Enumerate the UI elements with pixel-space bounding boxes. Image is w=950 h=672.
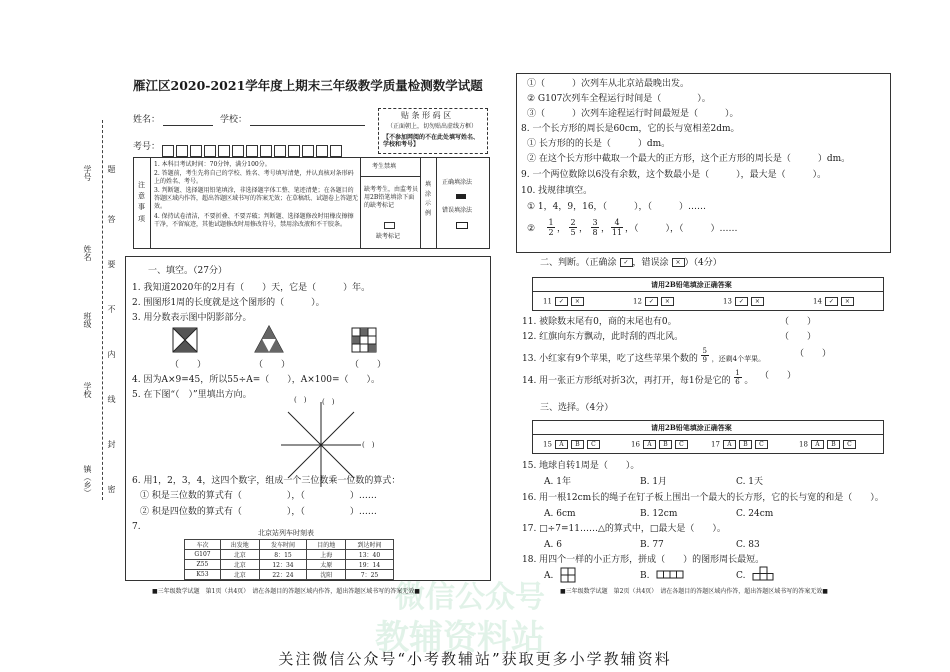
- wrong-fill-label: 错误填涂法: [442, 207, 473, 214]
- cut-word: 线: [107, 395, 116, 403]
- absent-mark-label: 缺考标记: [376, 233, 401, 240]
- table-cell: 沈阳: [307, 570, 346, 580]
- cut-word: 内: [107, 350, 116, 358]
- q7-text: 7.: [132, 522, 141, 532]
- q8-text: 8. 一个长方形的周长是60cm，它的长与宽相差2dm。: [521, 124, 740, 134]
- choice-answer-18[interactable]: 18 A B C: [799, 440, 856, 449]
- q18-option-b: B.: [640, 571, 650, 581]
- judge-banner: 请用2B铅笔填涂正确答案: [651, 280, 732, 289]
- notice-item: 2. 答题前，考生先将自己的学校、姓名、考号填写清楚，并认真核对条形码上的姓名、考号。: [154, 170, 354, 186]
- judge-answer-card: [532, 277, 884, 311]
- q2-text: 2. 围图形1周的长度就是这个图形的（ ）。: [132, 298, 325, 308]
- page-title: 雁江区2020-2021学年度上期末三年级教学质量检测数学试题: [133, 78, 483, 93]
- choice-answer-15[interactable]: 15 A B C: [543, 440, 600, 449]
- table-cell: G107: [185, 550, 221, 560]
- q18-shape-c: [752, 566, 774, 581]
- q12-blank[interactable]: （ ）: [780, 332, 817, 342]
- table-cell: 19：14: [346, 560, 394, 570]
- q6b-text: ② 积是四位数的算式有（ ），（ ）……: [140, 507, 377, 517]
- q15-option-a: A. 1年: [544, 477, 571, 487]
- cut-word: 封: [107, 440, 116, 448]
- r1-text: ①（ ）次列车从北京站最晚出发。: [527, 79, 690, 89]
- fraction: 1 2: [548, 218, 554, 237]
- table-row: [185, 560, 394, 570]
- table-cell: 22：24: [259, 570, 307, 580]
- table-header-cell: 车次: [185, 540, 221, 550]
- q14-blank[interactable]: （ ）: [760, 371, 797, 381]
- choice-answer-16[interactable]: 16 A B C: [631, 440, 688, 449]
- table-cell: 7：25: [346, 570, 394, 580]
- cut-word: 答: [107, 215, 116, 223]
- q3-blank[interactable]: （ ）: [254, 360, 291, 370]
- table-cell: 北京: [220, 560, 259, 570]
- q5-text: 5. 在下图“（ ）”里填出方向。: [132, 390, 252, 400]
- q10b-end: ，（ ），（ ）……: [625, 224, 738, 234]
- q14-text: 14. 用一张正方形纸对折3次，再打开，每1份是它的 $\frac{1}{6}$ 。: [522, 369, 754, 386]
- q3-blank[interactable]: （ ）: [170, 360, 207, 370]
- table-cell: 北京: [220, 570, 259, 580]
- q17-option-c: C. 83: [736, 540, 760, 550]
- fill-example-label: 填涂示例: [425, 181, 432, 217]
- table-cell: 8：15: [259, 550, 307, 560]
- q18-option-c: C.: [736, 571, 746, 581]
- q6a-text: ① 积是三位数的算式有（ ），（ ）……: [140, 491, 377, 501]
- table-cell: 北京: [220, 550, 259, 560]
- binding-label-town: 镇（乡）: [83, 465, 92, 497]
- q18-option-a: A.: [544, 571, 554, 581]
- fraction-grid-figure: [351, 327, 377, 353]
- table-row: [185, 570, 394, 580]
- cut-word: 密: [107, 485, 116, 493]
- q16-option-a: A. 6cm: [544, 509, 576, 519]
- section1-box: [125, 256, 491, 581]
- direction-blank[interactable]: ( ): [322, 398, 335, 406]
- left-page-footer: ■三年级数学试题 第1页（共4页） 请在各题目的答题区域内作答，超出答题区域书写的答案无效■: [152, 588, 420, 595]
- q13-text: 13. 小红家有9个苹果，吃了这些苹果个数的 $\frac{5}{9}$ ，还剩4个苹果。: [522, 347, 766, 364]
- direction-blank[interactable]: ( ): [294, 396, 307, 404]
- r2-text: ② G107次列车全程运行时间是（ ）。: [527, 94, 711, 104]
- section2-title: 二、判断。（正确涂 ✓ ，错误涂 × ）（4分）: [540, 258, 722, 268]
- barcode-area: [378, 108, 488, 154]
- promo-footer: 关注微信公众号“小考教辅站”获取更多小学教辅资料: [278, 650, 672, 668]
- fraction: 4 11: [611, 218, 623, 237]
- q18-shape-a: [560, 567, 576, 583]
- q15-option-c: C. 1天: [736, 477, 764, 487]
- right-page-footer: ■三年级数学试题 第2页（共4页） 请在各题目的答题区域内作答，超出答题区域书写的答案无效■: [560, 588, 828, 595]
- barcode-sub: （正面朝上，切勿贴出虚线方框）: [387, 123, 478, 130]
- q18-shape-b: [656, 570, 684, 579]
- q16-option-c: C. 24cm: [736, 509, 774, 519]
- table-header-cell: 到达时间: [346, 540, 394, 550]
- q15-option-b: B. 1月: [640, 477, 668, 487]
- judge-answer-12[interactable]: 12 ✓ ×: [633, 297, 674, 306]
- table-cell: 13：40: [346, 550, 394, 560]
- table-header-cell: 发车时间: [259, 540, 307, 550]
- school-label: 学校：: [220, 115, 248, 125]
- cut-word: 题: [107, 165, 116, 173]
- choice-answer-card: [532, 420, 884, 454]
- notice-item: 3. 判断题、选择题用铅笔填涂，非选择题字体工整、笔迹清楚；在各题目的答题区域内作答，超出答题区域书写的答案无效；在草稿纸、试题卷上答题无效。: [154, 187, 359, 211]
- choice-banner: 请用2B铅笔填涂正确答案: [651, 423, 732, 432]
- table-header-cell: 出发地: [220, 540, 259, 550]
- table-header-row: [185, 540, 394, 550]
- watermark-line2: 教辅资料站: [375, 618, 545, 658]
- q10b-label: ②: [527, 224, 536, 234]
- table-cell: K53: [185, 570, 221, 580]
- q4-text: 4. 因为A×9=45，所以55÷A=（ ），A×100=（ ）。: [132, 375, 381, 385]
- q1-text: 1. 我知道2020年的2月有（ ）天，它是（ ）年。: [132, 283, 371, 293]
- fraction-triangle-figure: [254, 325, 284, 353]
- binding-label-school: 学校: [83, 382, 92, 398]
- q11-blank[interactable]: （ ）: [780, 317, 817, 327]
- watermark-line1: 微信公众号: [395, 580, 545, 615]
- correct-fill-label: 正确填涂法: [442, 179, 473, 186]
- fill-title: 考生禁填: [372, 163, 397, 170]
- judge-answer-13[interactable]: 13 ✓ ×: [723, 297, 764, 306]
- q8b-text: ② 在这个长方形中截取一个最大的正方形，这个正方形的周长是（ ）dm。: [527, 154, 851, 164]
- q11-text: 11. 被除数末尾有0，商的末尾也有0。: [522, 317, 677, 327]
- timetable: [184, 539, 394, 580]
- q17-option-b: B. 77: [640, 540, 664, 550]
- binding-label-student-no: 学号: [83, 165, 92, 181]
- cut-word: 要: [107, 260, 116, 268]
- barcode-note: 【不参加网阅的不在此处填写姓名、学校和考号】: [383, 134, 480, 149]
- binding-strip: [58, 120, 118, 500]
- direction-blank[interactable]: ( ): [362, 441, 375, 449]
- table-cell: 12：34: [259, 560, 307, 570]
- q3-blank[interactable]: （ ）: [350, 360, 387, 370]
- absent-mark-box[interactable]: [384, 222, 395, 229]
- q9-text: 9. 一个两位数除以6没有余数，这个数最小是（ ），最大是（ ）。: [521, 170, 827, 180]
- q15-text: 15. 地球自转1周是（ ）。: [522, 461, 640, 471]
- q6-text: 6. 用1，2，3，4，这四个数字，组成一个三位数乘一位数的算式：: [132, 476, 401, 486]
- barcode-title: 贴 条 形 码 区: [401, 111, 452, 120]
- q12-text: 12. 红旗向东方飘动，此时刮的西北风。: [522, 332, 684, 342]
- q17-option-a: A. 6: [544, 540, 562, 550]
- section1-title: 一、填空。（27分）: [148, 266, 227, 276]
- right-top-box: ①（ ）次列车从北京站最晚出发。 ② G107次列车全程运行时间是（ ）。 ③（ ）次列车途程运行时间最短是（ ）。 8. 一个长方形的周长是60cm，它的长与宽相差2dm。 ① 长方形的的长是（ ）dm。 ② 在这个长方形中截取一个最大的正方形，这个正方形的周长是（ ）dm。 9. 一个两位数除以6没有余数，这个数最小是（ ），最大是（ ）。 10. 找规律填空。 ① 1，4，9，16，（ ），（ ）…… ② 1 2 ， 2 5 ， 3 8 ， 4 11 ，（ ），（ ）……: [516, 73, 891, 253]
- binding-label-class: 班级: [83, 312, 92, 328]
- table-cell: 太原: [307, 560, 346, 570]
- q13-blank[interactable]: （ ）: [795, 349, 832, 359]
- table-row: [185, 550, 394, 560]
- choice-answer-17[interactable]: 17 A B C: [711, 440, 768, 449]
- notice-item: 1. 本科目考试时间：70分钟，满分100分。: [154, 161, 271, 168]
- q10a-text: ① 1，4，9，16，（ ），（ ）……: [527, 202, 707, 212]
- table-cell: 上海: [307, 550, 346, 560]
- section3-title: 三、选择。（4分）: [540, 403, 614, 413]
- table-header-cell: 目的地: [307, 540, 346, 550]
- fraction: 3 8: [592, 218, 598, 237]
- q10-text: 10. 找规律填空。: [521, 186, 593, 196]
- exam-no-label: 考号：: [133, 142, 161, 152]
- q18-text: 18. 用四个一样的小正方形，拼成（ ）的图形周长最短。: [522, 555, 765, 565]
- wrong-fill-example: [456, 222, 468, 229]
- fraction: 2 5: [570, 218, 576, 237]
- timetable-title: 北京站列车时刻表: [258, 529, 314, 537]
- q16-text: 16. 用一根12cm长的绳子在钉子板上围出一个最大的长方形，它的长与宽的和是（ ）。: [522, 493, 884, 503]
- table-cell: Z55: [185, 560, 221, 570]
- judge-answer-11[interactable]: 11 ✓ ×: [543, 297, 584, 306]
- correct-fill-example: [456, 194, 466, 199]
- name-label: 姓名：: [133, 115, 161, 125]
- cut-word: 不: [107, 305, 116, 313]
- binding-label-name: 姓名: [83, 245, 92, 261]
- q16-option-b: B. 12cm: [640, 509, 678, 519]
- fill-text: 缺考考生，由监考员用2B铅笔填涂下面的缺考标记: [364, 186, 419, 209]
- q3-text: 3. 用分数表示图中阴影部分。: [132, 313, 252, 323]
- notice-box: [133, 157, 490, 249]
- judge-answer-14[interactable]: 14 ✓ ×: [813, 297, 854, 306]
- q17-text: 17. □÷7=11……△的算式中，□最大是（ ）。: [522, 524, 726, 534]
- notice-item: 4. 保持试卷清洁，不要折叠、不要弄破；判断题、选择题修改时用橡皮擦擦干净，不留痕迹，其他试题修改时用修改符号，禁用涂改液和不干胶条。: [154, 213, 354, 229]
- q8a-text: ① 长方形的的长是（ ）dm。: [527, 139, 671, 149]
- notice-label: 注意事项: [138, 181, 145, 223]
- fraction-square-figure: [172, 327, 198, 353]
- r3-text: ③（ ）次列车途程运行时间最短是（ ）。: [527, 109, 739, 119]
